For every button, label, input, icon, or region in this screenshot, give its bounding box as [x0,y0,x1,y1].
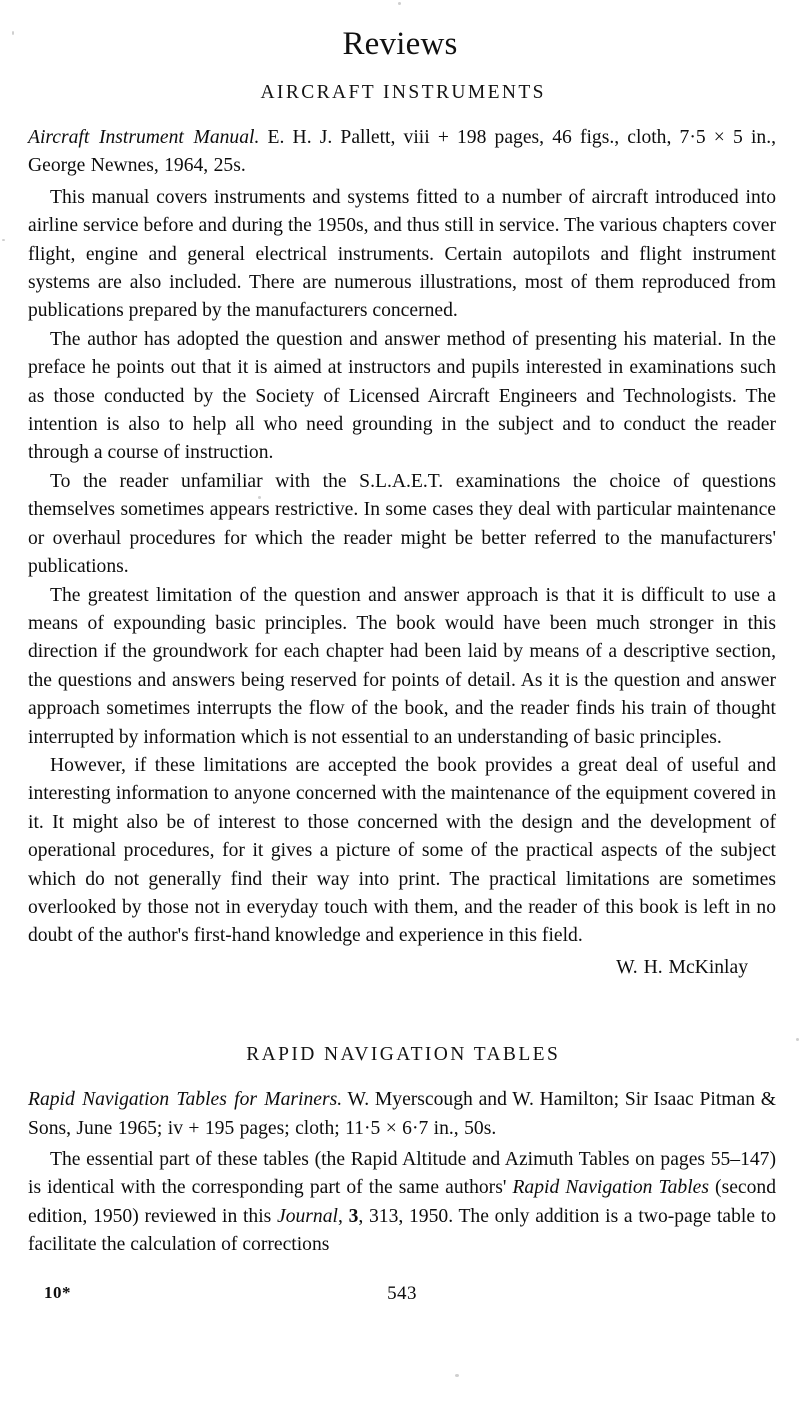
paragraph-volume-number: 3 [348,1205,359,1227]
paragraph-text-segment: , [337,1205,349,1227]
paragraph-text-segment: The essential part of these tables (the Rapid Altitude and Azimuth Tables on pages 55–147) is identical with the corresponding part of the same authors' [28,1149,776,1199]
page-footer [28,1283,776,1307]
review-paragraph: This manual covers instruments and systems fitted to a number of aircraft introduced into airline service before and during the 1950s, and thus still in service. The various chapters cover flight, engine and general electrical instruments. Certain autopilots and flight instrument systems are also included. There are numerous illustrations, most of them reproduced from publications prepared by the manufacturers concerned. [28,186,776,322]
biblio-details: E. H. J. Pallett, viii + 198 pages, 46 figs., cloth, 7·5 × 5 in., George Newnes, 1964, 25s. [28,127,776,177]
scan-speck [398,2,401,5]
page-title: Reviews [342,26,458,63]
biblio-reference-aircraft-instruments [28,124,776,181]
review-paragraph: The author has adopted the question and answer method of presenting his material. In the preface he points out that it is aimed at instructors and pupils interested in examinations such as those conducted by the Society of Licensed Aircraft Engineers and Technologists. The intention is also to help all who need grounding in the subject and to conduct the reader through a course of instruction. [28,328,776,464]
biblio-details: W. Myerscough and W. Hamilton; Sir Isaac Pitman & Sons, June 1965; iv + 195 pages; cloth; 11·5 × 6·7 in., 50s. [28,1089,776,1139]
review-paragraph: However, if these limitations are accepted the book provides a great deal of useful and interesting information to anyone concerned with the maintenance of the equipment covered in it. It might also be of interest to those concerned with the design and the development of operational procedures, for it gives a picture of some of the practical aspects of the subject which do not generally find their way into print. The practical limitations are sometimes overlooked by those not in everyday touch with them, and the reader of this book is left in no doubt of the author's first-hand knowledge and experience in this field. [28,754,776,947]
review-paragraph: To the reader unfamiliar with the S.L.A.E.T. examinations the choice of questions themselves sometimes appears restrictive. In some cases they deal with particular maintenance or overhaul procedures for which the reader might be better referred to the manufacturers' publications. [28,470,776,578]
review-heading-rapid-navigation-tables: RAPID NAVIGATION TABLES [246,1044,561,1066]
review-paragraph: The greatest limitation of the question and answer approach is that it is difficult to use a means of expounding basic principles. The book would have been much stronger in this direction if the groundwork for each chapter had been laid by means of a descriptive section, the questions and answers being reserved for points of detail. As it is the question and answer approach sometimes interrupts the flow of the book, and the reader finds his train of thought interrupted by information which is not essential to an understanding of basic principles. [28,584,776,748]
paragraph-text-segment: (second edition, 1950) reviewed in this [28,1177,776,1227]
scan-speck [2,239,5,241]
biblio-reference-rapid-navigation-tables [28,1086,776,1143]
text-column [28,78,776,1260]
review-signature: W. H. McKinlay [616,956,748,978]
page-number: 543 [387,1283,417,1304]
signature-mark: 10* [44,1283,71,1302]
scan-speck [455,1374,459,1377]
scan-speck [796,1038,799,1041]
biblio-work-title: Rapid Navigation Tables for Mariners. [28,1089,343,1111]
review-paragraph [28,1146,776,1260]
paragraph-italic-journal: Journal [277,1205,338,1227]
review-heading-aircraft-instruments: AIRCRAFT INSTRUMENTS [260,82,546,103]
biblio-work-title: Aircraft Instrument Manual. [28,127,260,148]
paragraph-text-segment: , 313, 1950. The only addition is a two-page table to facilitate the calculation of corrections [28,1205,777,1256]
paragraph-italic-title: Rapid Navigation Tables [512,1177,709,1199]
